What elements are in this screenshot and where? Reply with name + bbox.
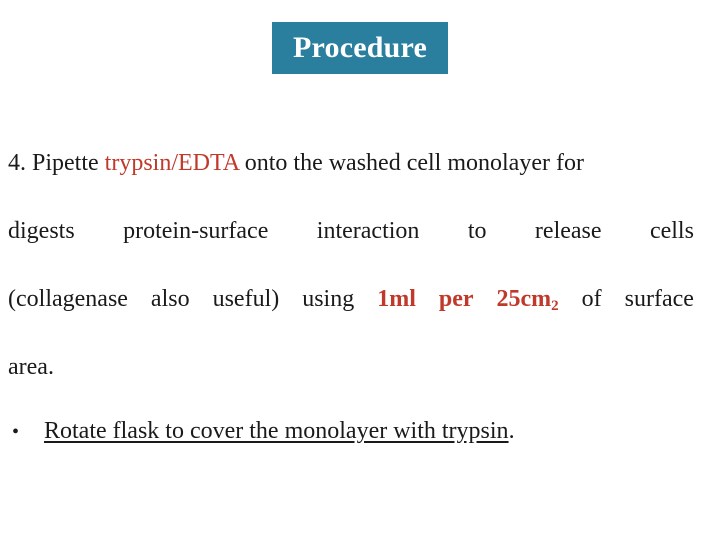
- word: also: [150, 286, 190, 312]
- body-line-2: [8, 216, 694, 246]
- bullet-period: .: [508, 418, 515, 444]
- body-line-3: [8, 284, 694, 314]
- word: of: [581, 286, 602, 312]
- volume-amount: 1ml: [377, 286, 416, 312]
- body-line-1: [8, 148, 694, 178]
- word: digests: [8, 218, 75, 244]
- word: (collagenase: [8, 286, 128, 312]
- word: area.: [8, 354, 54, 380]
- word: cells: [649, 218, 694, 244]
- trypsin-highlight: trypsin/EDTA: [104, 150, 239, 176]
- body-line-4: [8, 352, 694, 382]
- per-word: per: [438, 286, 474, 312]
- word: to: [467, 218, 487, 244]
- word: surface: [624, 286, 694, 312]
- area-amount: $25cm_2$: [496, 286, 559, 314]
- bullet-icon: •: [12, 421, 20, 443]
- word: protein-surface: [123, 218, 269, 244]
- word: interaction: [316, 218, 420, 244]
- line1-text: 4. Pipette trypsin/EDTA onto the washed cell monolayer for: [8, 150, 584, 176]
- word: using: [302, 286, 355, 312]
- bullet-text: Rotate flask to cover the monolayer with trypsin: [44, 418, 509, 444]
- word: useful): [212, 286, 280, 312]
- slide-title: Procedure: [272, 22, 448, 74]
- bullet-item: [12, 416, 515, 447]
- word: release: [534, 218, 602, 244]
